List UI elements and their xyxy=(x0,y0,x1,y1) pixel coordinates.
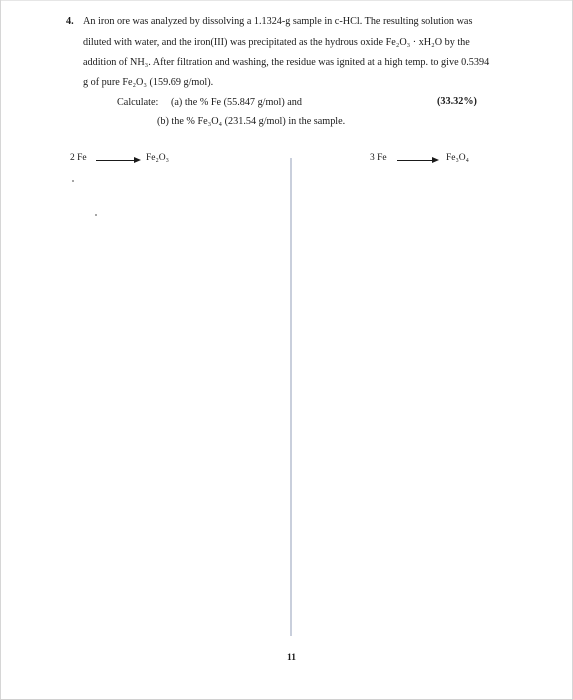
stray-mark xyxy=(95,214,97,216)
page-left-border xyxy=(0,0,1,700)
right-reactant: 3 Fe xyxy=(370,153,387,163)
problem-line-1: An iron ore was analyzed by dissolving a 1.1324-g sample in c-HCl. The resulting solution was xyxy=(83,16,473,27)
answer-a: (33.32%) xyxy=(437,96,477,107)
problem-line-4: g of pure Fe₂O₃ (159.69 g/mol). xyxy=(83,77,214,88)
left-arrowhead-icon xyxy=(134,157,141,163)
problem-number: 4. xyxy=(66,16,74,27)
left-reactant: 2 Fe xyxy=(70,153,87,163)
problem-line-2: diluted with water, and the iron(III) was precipitated as the hydrous oxide Fe₂O₃ · xH₂O by the xyxy=(83,37,470,48)
calculate-label: Calculate: xyxy=(117,97,159,108)
page-top-border xyxy=(0,0,573,1)
right-reaction-arrow xyxy=(397,160,432,161)
left-reaction-arrow xyxy=(96,160,134,161)
right-product: Fe₃O₄ xyxy=(446,153,469,163)
stray-mark xyxy=(72,180,74,182)
right-arrowhead-icon xyxy=(432,157,439,163)
problem-line-3: addition of NH₃. After filtration and washing, the residue was ignited at a high temp. to give 0.5394 xyxy=(83,57,490,68)
page-number: 11 xyxy=(287,653,296,663)
left-product: Fe₂O₃ xyxy=(146,153,169,163)
part-a-text: (a) the % Fe (55.847 g/mol) and xyxy=(171,97,302,108)
work-area-divider xyxy=(290,158,292,636)
part-b-text: (b) the % Fe₃O₄ (231.54 g/mol) in the sample. xyxy=(157,116,346,127)
